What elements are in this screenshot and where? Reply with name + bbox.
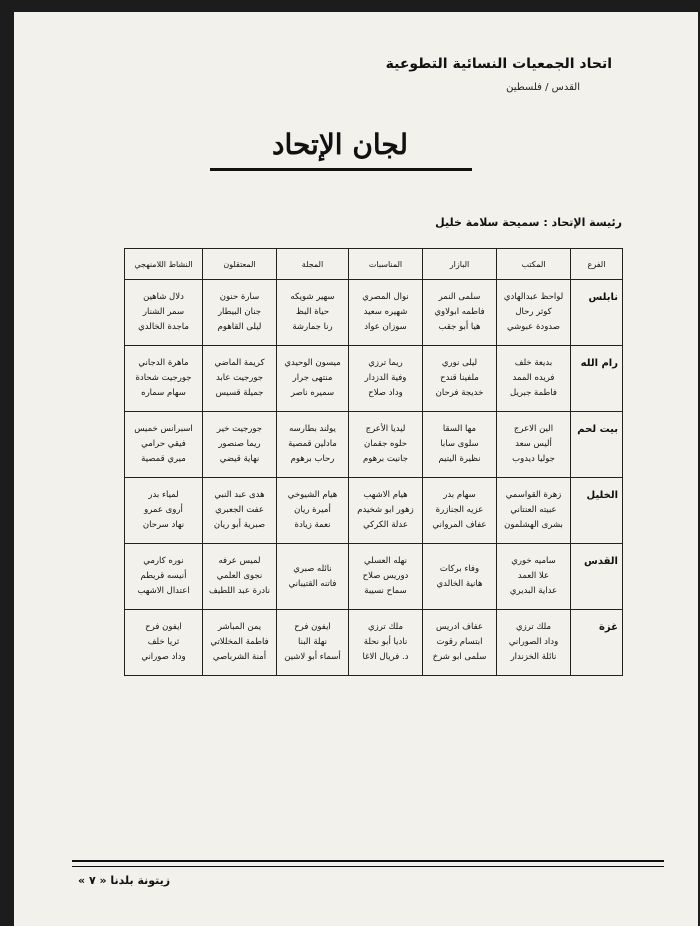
table-cell <box>349 280 423 346</box>
member-name: هدى عبد النبي <box>214 490 265 500</box>
member-name: سلوى سابا <box>440 439 479 449</box>
member-name: زهور ابو شخيدم <box>357 505 414 515</box>
member-name: نظيرة اليتيم <box>438 454 481 464</box>
member-name: نوره كارمي <box>143 556 184 566</box>
member-name: ملفينا قندح <box>440 373 479 383</box>
member-name: اعتدال الاشهب <box>137 586 190 596</box>
table-cell <box>497 280 571 346</box>
column-header: الفرع <box>571 249 623 280</box>
member-name: عفاف ادريس <box>436 622 483 632</box>
member-name: عفت الجعبري <box>215 505 264 515</box>
member-name: سميره ناصر <box>290 388 335 398</box>
table-cell <box>423 610 497 676</box>
member-name: عدلة الكركي <box>363 520 408 530</box>
branch-name: الخليل <box>571 478 623 544</box>
member-name: فاطمة جبريل <box>510 388 557 398</box>
member-name: منتهى جرار <box>292 373 333 383</box>
member-name: عداية البديري <box>509 586 558 596</box>
member-name: سلمى النمر <box>438 292 481 302</box>
member-name: سارة حنون <box>219 292 260 302</box>
member-name: شهيره سعيد <box>363 307 408 317</box>
member-name: أنيسه قريطم <box>140 571 187 581</box>
table-row <box>125 280 623 346</box>
member-name: اسبرانس خميس <box>134 424 193 434</box>
member-name: أروى عمرو <box>144 505 183 515</box>
table-cell <box>277 280 349 346</box>
member-name: ايفون فرح <box>294 622 331 632</box>
member-name: نهاد سرحان <box>142 520 185 530</box>
member-name: صدودة عبوشي <box>507 322 560 332</box>
member-name: جورجيت شحادة <box>135 373 192 383</box>
table-cell <box>125 412 203 478</box>
table-cell <box>125 478 203 544</box>
member-name: أمنة الشرباصي <box>212 652 267 662</box>
member-name: لواحظ عبدالهادي <box>503 292 564 302</box>
member-name: يولند بطارسه <box>289 424 336 434</box>
member-name: ماجدة الخالدي <box>138 322 189 332</box>
member-name: ماهرة الدجاني <box>138 358 189 368</box>
table-cell <box>203 280 277 346</box>
table-cell <box>277 346 349 412</box>
member-name: حلوه جقمان <box>364 439 407 449</box>
member-name: جورجيت خير <box>216 424 263 434</box>
member-name: جنان البيطار <box>217 307 262 317</box>
member-name: خديجة فرحان <box>435 388 484 398</box>
member-name: ملك ترزي <box>515 622 552 632</box>
member-name: أميرة ريان <box>294 505 331 515</box>
member-name: بديعة خلف <box>514 358 553 368</box>
member-name: نائلة الخزندار <box>510 652 557 662</box>
member-name: سهام سماره <box>141 388 186 398</box>
member-name: فاطمه ابولاوي <box>434 307 485 317</box>
member-name: ريما صنصور <box>218 439 261 449</box>
table-cell <box>497 412 571 478</box>
title-underline <box>210 168 472 171</box>
table-cell <box>497 346 571 412</box>
member-name: علا العمد <box>517 571 550 581</box>
column-header: النشاط اللامنهجي <box>125 249 203 280</box>
member-name: دوريس صلاح <box>362 571 409 581</box>
member-name: رحاب برهوم <box>290 454 335 464</box>
member-name: لميس عرفه <box>218 556 261 566</box>
table-cell <box>277 610 349 676</box>
member-name: مادلين قمصية <box>288 439 337 449</box>
member-name: نائله صبري <box>293 563 332 574</box>
member-name: وداد صلاح <box>368 388 403 398</box>
member-name: زهرة القواسمي <box>505 490 562 500</box>
member-name: سماح نسيبة <box>364 586 407 596</box>
column-header: المناسبات <box>349 249 423 280</box>
member-name: فاطمة المخللاتي <box>210 637 269 647</box>
member-name: بشرى الهشلمون <box>504 520 563 530</box>
president-name: سميحة سلامة خليل <box>435 216 540 229</box>
member-name: هانية الخالدي <box>436 578 483 589</box>
branch-name: غزة <box>571 610 623 676</box>
branch-name: نابلس <box>571 280 623 346</box>
member-name: كريمة الماضي <box>214 358 265 368</box>
member-name: فاتنه القتيباني <box>288 578 337 589</box>
column-header: المجلة <box>277 249 349 280</box>
branch-name: رام الله <box>571 346 623 412</box>
member-name: سهير شويكه <box>290 292 335 302</box>
member-name: نادرة عبد اللطيف <box>209 586 270 596</box>
table-cell <box>125 610 203 676</box>
table-cell <box>203 346 277 412</box>
member-name: ميسون الوحيدي <box>284 358 341 368</box>
member-name: كوثر رحال <box>515 307 552 317</box>
table-cell <box>277 544 349 610</box>
member-name: لمياء بدر <box>148 490 179 500</box>
member-name: جورجيت عابد <box>215 373 264 383</box>
member-name: ثريا خلف <box>147 637 180 647</box>
table-cell <box>423 478 497 544</box>
table-cell <box>277 412 349 478</box>
member-name: ملك ترزي <box>367 622 404 632</box>
member-name: سمر الشنار <box>142 307 185 317</box>
member-name: جميلة قسيس <box>215 388 264 398</box>
table-cell <box>423 280 497 346</box>
member-name: جانيت برهوم <box>362 454 408 464</box>
member-name: الين الاعرج <box>513 424 554 434</box>
member-name: نهله العسلي <box>364 556 407 566</box>
table-cell <box>423 346 497 412</box>
member-name: نجوى العلمي <box>216 571 263 581</box>
table-cell <box>125 280 203 346</box>
member-name: وداد الصوراني <box>508 637 559 647</box>
member-name: أسماء أبو لاشين <box>284 652 341 662</box>
table-cell <box>203 478 277 544</box>
member-name: ميري قمصية <box>141 454 186 464</box>
member-name: ليلى القاهوم <box>217 322 262 332</box>
member-name: دلال شاهين <box>143 292 184 302</box>
organization-name: اتحاد الجمعيات النسائية التطوعية <box>385 56 612 72</box>
table-cell <box>497 478 571 544</box>
member-name: نهلة البنا <box>297 637 328 647</box>
member-name: سهام بدر <box>443 490 476 500</box>
footer-rule <box>72 860 664 867</box>
organization-location: القدس / فلسطين <box>506 82 580 93</box>
table-row <box>125 610 623 676</box>
table-body <box>125 280 623 676</box>
member-name: سوزان عواد <box>364 322 407 332</box>
member-name: عفاف المرواني <box>432 520 487 530</box>
member-name: ابتسام رقوت <box>436 637 483 647</box>
table-cell <box>125 346 203 412</box>
member-name: سلمى ابو شرخ <box>432 652 487 662</box>
member-name: هيا أبو جقب <box>438 322 481 332</box>
document-page <box>14 12 698 926</box>
footer-magazine-label: زيتونة بلدنا « ٧ » <box>78 874 171 887</box>
table-cell <box>349 412 423 478</box>
table-cell <box>423 412 497 478</box>
column-header: المكتب <box>497 249 571 280</box>
member-name: ايفون فرح <box>145 622 182 632</box>
table-row <box>125 346 623 412</box>
member-name: هيام الاشهب <box>363 490 408 500</box>
table-cell <box>203 412 277 478</box>
member-name: وفية الدزدار <box>364 373 407 383</box>
table-cell <box>423 544 497 610</box>
member-name: عبيته العنتاني <box>510 505 557 515</box>
member-name: وفاء بركات <box>439 563 480 574</box>
member-name: أليس سعد <box>515 439 552 449</box>
column-header: البازار <box>423 249 497 280</box>
member-name: ساميه خوري <box>511 556 556 566</box>
branch-name: بيت لحم <box>571 412 623 478</box>
branch-name: القدس <box>571 544 623 610</box>
committees-table <box>124 248 623 676</box>
president-line <box>435 216 622 229</box>
member-name: حياة البظ <box>295 307 330 317</box>
president-label: رئيسة الإتحاد : <box>543 216 622 229</box>
table-cell <box>497 544 571 610</box>
table-cell <box>125 544 203 610</box>
table-row <box>125 544 623 610</box>
table-row <box>125 412 623 478</box>
table-cell <box>349 478 423 544</box>
member-name: مها السقا <box>442 424 477 434</box>
member-name: يمن المباشر <box>217 622 262 632</box>
table-cell <box>349 610 423 676</box>
page-title: لجان الإتحاد <box>271 128 409 161</box>
member-name: رنا جمارشة <box>292 322 333 332</box>
member-name: ليديا الأعرج <box>365 424 406 434</box>
member-name: نوال المصري <box>362 292 409 302</box>
table-cell <box>497 610 571 676</box>
member-name: نعمة زيادة <box>294 520 331 530</box>
member-name: هيام الشيوخي <box>287 490 338 500</box>
column-header: المعتقلون <box>203 249 277 280</box>
table-cell <box>203 610 277 676</box>
table-row <box>125 478 623 544</box>
member-name: ليلى نوري <box>441 358 478 368</box>
member-name: عزيه الجنازرة <box>435 505 484 515</box>
member-name: صبرية أبو ريان <box>213 520 266 530</box>
member-name: فريده الممد <box>512 373 555 383</box>
member-name: فيقي حرامي <box>141 439 186 449</box>
table-cell <box>349 544 423 610</box>
member-name: نهاية قيضي <box>219 454 260 464</box>
member-name: وداد صوراني <box>141 652 186 662</box>
member-name: جوليا ديدوب <box>512 454 555 464</box>
table-cell <box>349 346 423 412</box>
member-name: ناديا أبو نحلة <box>363 637 408 647</box>
table-header-row <box>125 249 623 280</box>
table-cell <box>277 478 349 544</box>
member-name: د. فريال الاغا <box>362 652 409 662</box>
table-cell <box>203 544 277 610</box>
member-name: ريما ترزي <box>368 358 403 368</box>
